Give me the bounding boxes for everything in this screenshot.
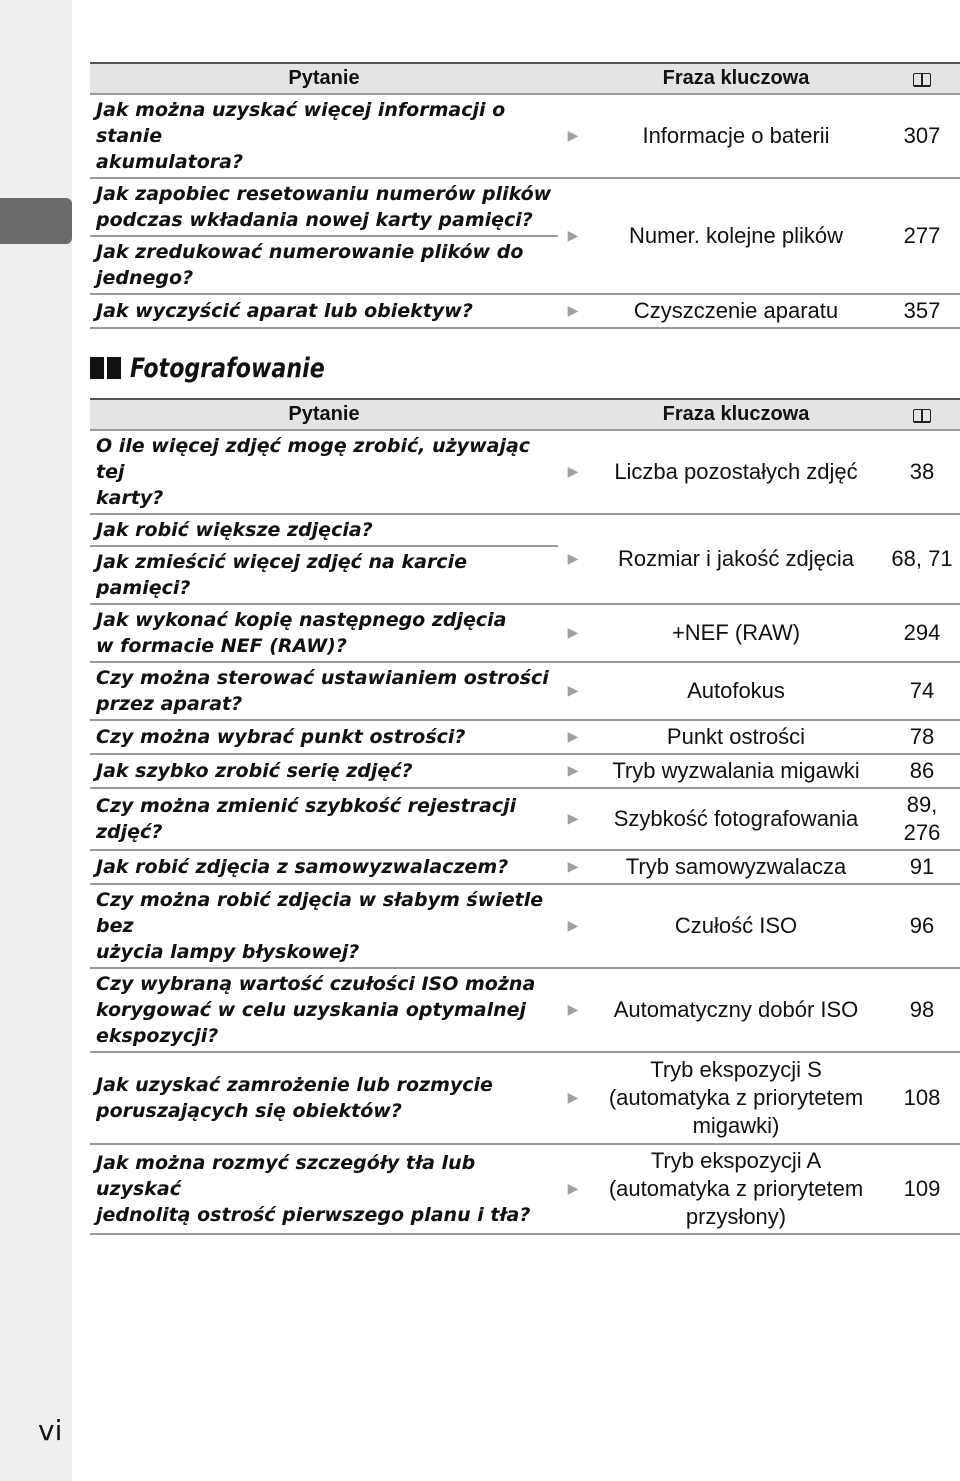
page-ref-cell: 96 — [884, 884, 960, 968]
arrow-icon: ▶ — [558, 1052, 588, 1144]
header-question: Pytanie — [90, 63, 558, 94]
question-cell: O ile więcej zdjęć mogę zrobić, używając tej karty? — [90, 430, 558, 514]
question-cell: Jak wykonać kopię następnego zdjęcia w formacie NEF (RAW)? — [90, 604, 558, 662]
question-cell: Czy można robić zdjęcia w słabym świetle bez użycia lampy błyskowej? — [90, 884, 558, 968]
question-cell: Jak zapobiec resetowaniu numerów plików podczas wkładania nowej karty pamięci? — [90, 178, 558, 236]
top-table — [90, 62, 960, 329]
header-question: Pytanie — [90, 399, 558, 430]
question-cell: Jak robić większe zdjęcia? — [90, 514, 558, 546]
table-row — [90, 294, 960, 328]
arrow-icon: ▶ — [558, 720, 588, 754]
book-icon — [913, 409, 931, 421]
page-number: vi — [38, 1414, 63, 1447]
shooting-table — [90, 398, 960, 1235]
page-ref-cell: 68, 71 — [884, 514, 960, 604]
question-cell: Jak zmieścić więcej zdjęć na karcie pamięci? — [90, 546, 558, 604]
table-row — [90, 968, 960, 1052]
keyphrase-cell: Rozmiar i jakość zdjęcia — [588, 514, 884, 604]
keyphrase-cell: Tryb ekspozycji S (automatyka z priorytetem migawki) — [588, 1052, 884, 1144]
question-cell: Czy można wybrać punkt ostrości? — [90, 720, 558, 754]
chapter-tab — [0, 198, 72, 244]
arrow-icon: ▶ — [558, 1144, 588, 1234]
arrow-icon: ▶ — [558, 94, 588, 178]
page-ref-cell: 38 — [884, 430, 960, 514]
keyphrase-cell: Informacje o baterii — [588, 94, 884, 178]
arrow-icon: ▶ — [558, 662, 588, 720]
question-cell: Czy można sterować ustawianiem ostrości przez aparat? — [90, 662, 558, 720]
table-row — [90, 430, 960, 514]
keyphrase-cell: Tryb samowyzwalacza — [588, 850, 884, 884]
table-row — [90, 1052, 960, 1144]
arrow-icon: ▶ — [558, 294, 588, 328]
section-marker-icon — [90, 357, 104, 379]
keyphrase-cell: Szybkość fotografowania — [588, 788, 884, 850]
book-icon — [913, 73, 931, 85]
question-cell: Jak można rozmyć szczegóły tła lub uzyskać jednolitą ostrość pierwszego planu i tła? — [90, 1144, 558, 1234]
arrow-icon: ▶ — [558, 754, 588, 788]
keyphrase-cell: Czyszczenie aparatu — [588, 294, 884, 328]
question-cell: Jak zredukować numerowanie plików do jednego? — [90, 236, 558, 294]
keyphrase-cell: Tryb ekspozycji A (automatyka z priorytetem przysłony) — [588, 1144, 884, 1234]
arrow-icon: ▶ — [558, 788, 588, 850]
arrow-icon: ▶ — [558, 884, 588, 968]
table-row — [90, 178, 960, 236]
page-ref-cell: 98 — [884, 968, 960, 1052]
question-cell: Jak wyczyścić aparat lub obiektyw? — [90, 294, 558, 328]
question-cell: Czy wybraną wartość czułości ISO można korygować w celu uzyskania optymalnej ekspozycji? — [90, 968, 558, 1052]
keyphrase-cell: Punkt ostrości — [588, 720, 884, 754]
table-row — [90, 720, 960, 754]
page-ref-cell: 108 — [884, 1052, 960, 1144]
header-row — [90, 63, 960, 94]
page-ref-cell: 74 — [884, 662, 960, 720]
table-row — [90, 754, 960, 788]
arrow-icon: ▶ — [558, 430, 588, 514]
arrow-icon: ▶ — [558, 178, 588, 294]
table-row — [90, 604, 960, 662]
section-heading — [90, 348, 367, 388]
arrow-icon: ▶ — [558, 604, 588, 662]
section-title: Fotografowanie — [130, 352, 325, 384]
table-row — [90, 1144, 960, 1234]
keyphrase-cell: Tryb wyzwalania migawki — [588, 754, 884, 788]
arrow-icon: ▶ — [558, 514, 588, 604]
page-ref-cell: 357 — [884, 294, 960, 328]
header-row — [90, 399, 960, 430]
question-cell: Jak można uzyskać więcej informacji o stanie akumulatora? — [90, 94, 558, 178]
arrow-icon: ▶ — [558, 850, 588, 884]
section-marker-icon — [107, 357, 121, 379]
table-row — [90, 94, 960, 178]
keyphrase-cell: +NEF (RAW) — [588, 604, 884, 662]
table-row — [90, 514, 960, 546]
page-ref-cell: 294 — [884, 604, 960, 662]
arrow-icon: ▶ — [558, 968, 588, 1052]
page-ref-cell: 89, 276 — [884, 788, 960, 850]
question-cell: Jak robić zdjęcia z samowyzwalaczem? — [90, 850, 558, 884]
question-cell: Jak szybko zrobić serię zdjęć? — [90, 754, 558, 788]
keyphrase-cell: Numer. kolejne plików — [588, 178, 884, 294]
table-row — [90, 884, 960, 968]
header-keyphrase: Fraza kluczowa — [588, 63, 884, 94]
page-ref-cell: 109 — [884, 1144, 960, 1234]
keyphrase-cell: Autofokus — [588, 662, 884, 720]
table-row — [90, 850, 960, 884]
header-keyphrase: Fraza kluczowa — [588, 399, 884, 430]
question-cell: Jak uzyskać zamrożenie lub rozmycie poruszających się obiektów? — [90, 1052, 558, 1144]
keyphrase-cell: Liczba pozostałych zdjęć — [588, 430, 884, 514]
page-ref-cell: 86 — [884, 754, 960, 788]
keyphrase-cell: Czułość ISO — [588, 884, 884, 968]
page-ref-cell: 307 — [884, 94, 960, 178]
page-ref-cell: 78 — [884, 720, 960, 754]
question-cell: Czy można zmienić szybkość rejestracji zdjęć? — [90, 788, 558, 850]
keyphrase-cell: Automatyczny dobór ISO — [588, 968, 884, 1052]
page-ref-cell: 91 — [884, 850, 960, 884]
table-row — [90, 662, 960, 720]
table-row — [90, 788, 960, 850]
page-ref-cell: 277 — [884, 178, 960, 294]
